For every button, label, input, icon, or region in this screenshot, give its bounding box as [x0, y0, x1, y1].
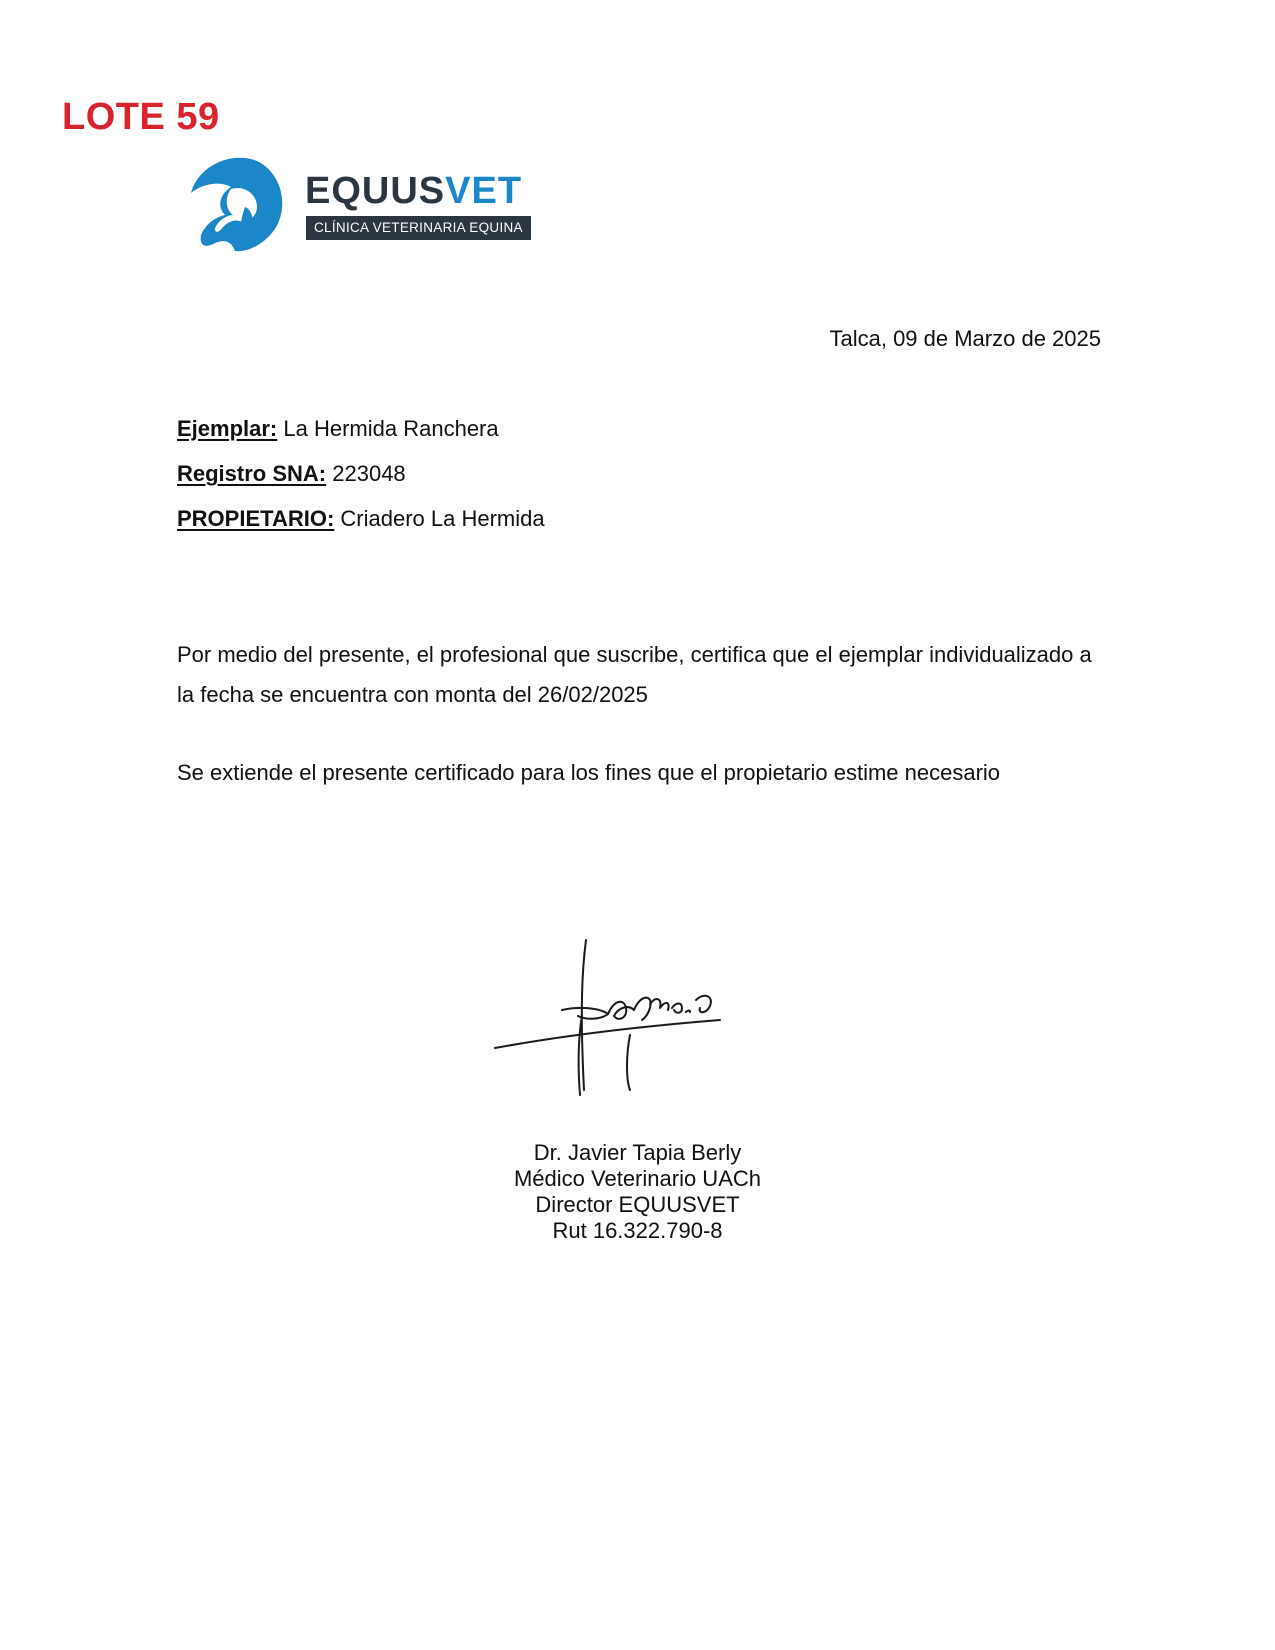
field-ejemplar	[177, 416, 499, 442]
signer-title: Médico Veterinario UACh	[513, 1166, 761, 1191]
brand-name-part1: EQUUS	[305, 170, 446, 212]
signer-block	[0, 1140, 1275, 1244]
handwritten-signature	[490, 930, 750, 1105]
field-registro-sna	[177, 461, 406, 487]
signer-name: Dr. Javier Tapia Berly	[533, 1140, 742, 1165]
date-line: Talca, 09 de Marzo de 2025	[829, 326, 1101, 351]
certification-paragraph: Por medio del presente, el profesional que suscribe, certifica que el ejemplar individualizado a la fecha se encuentra con monta del 26/02/2025	[177, 642, 1092, 707]
brand-name-part2: VET	[445, 170, 523, 212]
signer-position: Director EQUUSVET	[535, 1192, 740, 1217]
field-value: 223048	[332, 461, 406, 486]
signer-rut: Rut 16.322.790-8	[552, 1218, 723, 1243]
field-label: PROPIETARIO:	[177, 506, 335, 531]
field-label: Registro SNA:	[177, 461, 327, 486]
field-value: Criadero La Hermida	[340, 506, 545, 531]
brand-name	[305, 172, 522, 210]
clinic-logo	[185, 155, 530, 255]
lot-label: LOTE 59	[62, 96, 220, 138]
brand-tagline: CLÍNICA VETERINARIA EQUINA	[306, 216, 531, 240]
field-label: Ejemplar:	[177, 416, 278, 441]
field-propietario	[177, 506, 545, 532]
field-value: La Hermida Ranchera	[283, 416, 499, 441]
horse-head-icon	[185, 155, 285, 255]
purpose-paragraph: Se extiende el presente certificado para los fines que el propietario estime necesario	[177, 760, 1001, 785]
